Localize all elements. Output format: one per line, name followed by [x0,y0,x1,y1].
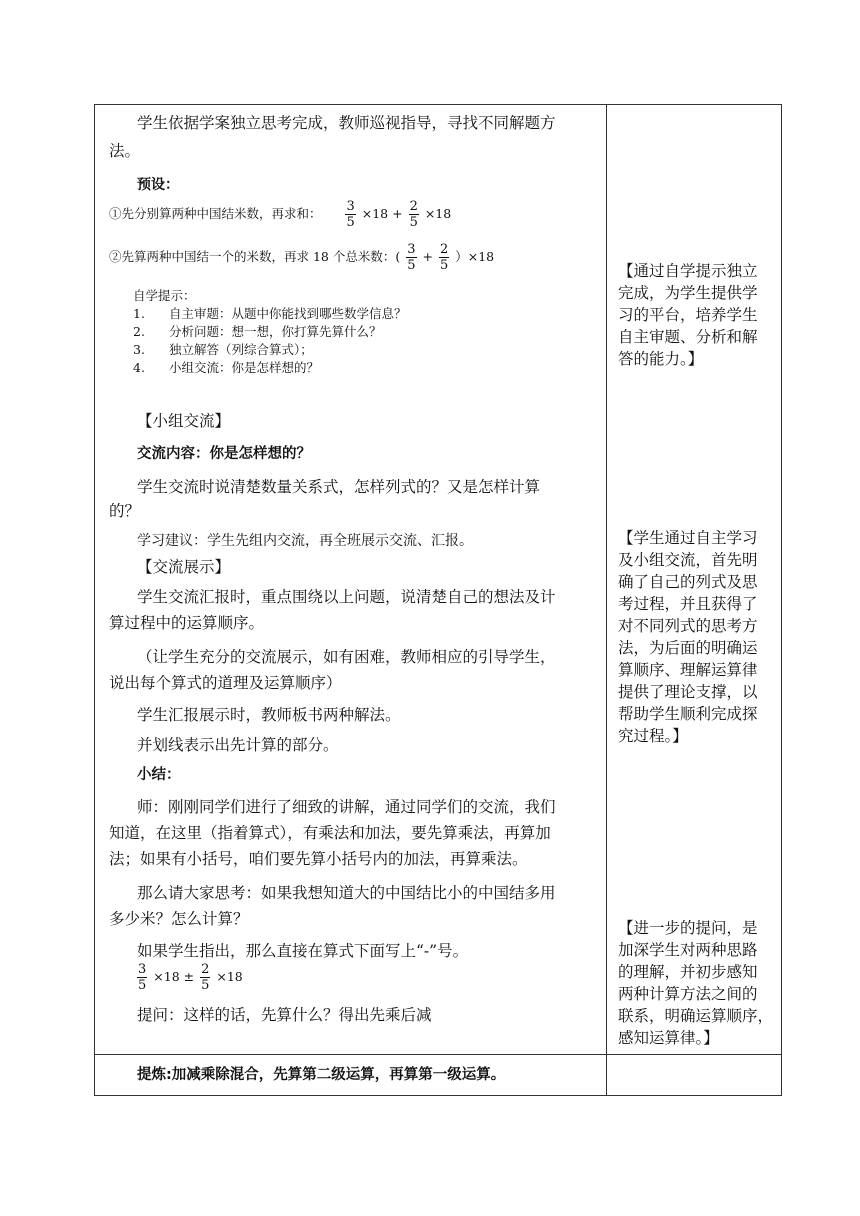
formula-op2: ×18 [216,969,243,984]
method-1 [109,195,451,233]
summary-line-3: 法；如果有小括号，咱们要先算小括号内的加法，再算乘法。 [109,850,528,868]
hint-title: 自学提示： [133,288,196,303]
side-note-1: 【通过自学提示独立 完成，为学生提供学 习的平台，培养学生 自主审题、分析和解 答的能力。】 [618,262,758,368]
hint-item: 3. 独立解答（列综合算式）； [133,342,313,357]
summary-line-1: 师：刚刚同学们进行了细致的讲解，通过同学们的交流，我们 [137,798,556,816]
hint-item: 1. 自主审题：从题中你能找到哪些数学信息？ [133,306,407,321]
intro-line-1: 学生依据学案独立思考完成，教师巡视指导，寻找不同解题方 [137,114,556,132]
summary-title: 小结： [137,767,181,783]
summary-line-2: 知道，在这里（指着算式），有乘法和加法，要先算乘法，再算加 [109,824,551,842]
hint-item: 4. 小组交流：你是怎样想的？ [133,360,320,375]
paren-line-2: 说出每个算式的道理及运算顺序） [109,674,342,692]
fraction-2-5: $\frac{2}{5}$ [439,242,449,273]
think-line-1: 那么请大家思考：如果我想知道大的中国结比小的中国结多用 [137,884,556,902]
underline-note: 并划线表示出先计算的部分。 [137,736,339,754]
content-title: 交流内容：你是怎样想的？ [137,446,311,462]
report-line-2: 算过程中的运算顺序。 [109,614,265,632]
group-title: 【小组交流】 [137,412,231,430]
exchange-line-2: 的？ [109,502,141,520]
row-divider [95,1054,781,1055]
refine-summary: 提炼:加减乘除混合，先算第二级运算，再算第一级运算。 [137,1067,506,1083]
exchange-line-1: 学生交流时说清楚数量关系式，怎样列式的？又是怎样计算 [137,478,541,496]
method-2-plus: + [422,249,433,264]
method-1-text: ①先分别算两种中国结米数，再求和： [109,206,322,221]
board-note: 学生汇报展示时，教师板书两种解法。 [137,706,401,724]
fraction-2-5: $\frac{2}{5}$ [201,962,210,993]
method-2-tail: ）×18 [455,249,495,264]
subtraction-formula [135,957,243,997]
side-note-2: 【学生通过自主学习 及小组交流，首先明 确了自己的列式及思 考过程，并且获得了 对不同列式的思考方 法，为后面的明确运 算顺序、理解运算律 提供了理论支撑，以 帮助学生顺利完成探 究过程。】 [618,529,758,745]
formula-op1: ×18 ± [153,969,195,984]
lesson-table [94,104,782,1096]
method-2-text: ②先算两种中国结一个的米数，再求 18 个总米数：( [109,249,401,264]
question: 提问：这样的话，先算什么？得出先乘后减 [137,1006,432,1024]
intro-line-2: 法。 [109,142,141,160]
method-1-op1: ×18 + [361,206,403,221]
fraction-2-5: $\frac{2}{5}$ [409,199,418,230]
think-line-2: 多少米？怎么计算？ [109,910,249,928]
show-title: 【交流展示】 [137,558,231,576]
column-divider [606,105,607,1095]
suggestion: 学习建议：学生先组内交流，再全班展示交流、汇报。 [137,533,473,549]
fraction-3-5: $\frac{3}{5}$ [138,962,147,993]
method-1-op2: ×18 [424,206,452,221]
fraction-3-5: $\frac{3}{5}$ [346,199,355,230]
side-note-3: 【进一步的提问，是 加深学生对两种思路 的理解，并初步感知 两种计算方法之间的 联系，明确运算顺序， 感知运算律。】 [618,919,774,1047]
paren-line-1: （让学生充分的交流展示，如有困难，教师相应的引导学生， [137,648,556,666]
preset-title: 预设： [137,177,179,193]
point-note: 如果学生指出，那么直接在算式下面写上“-”号。 [137,942,469,960]
fraction-3-5: $\frac{3}{5}$ [407,242,416,273]
report-line-1: 学生交流汇报时，重点围绕以上问题，说清楚自己的想法及计 [137,588,556,606]
hint-item: 2. 分析问题：想一想，你打算先算什么？ [133,324,382,339]
method-2 [109,237,494,277]
